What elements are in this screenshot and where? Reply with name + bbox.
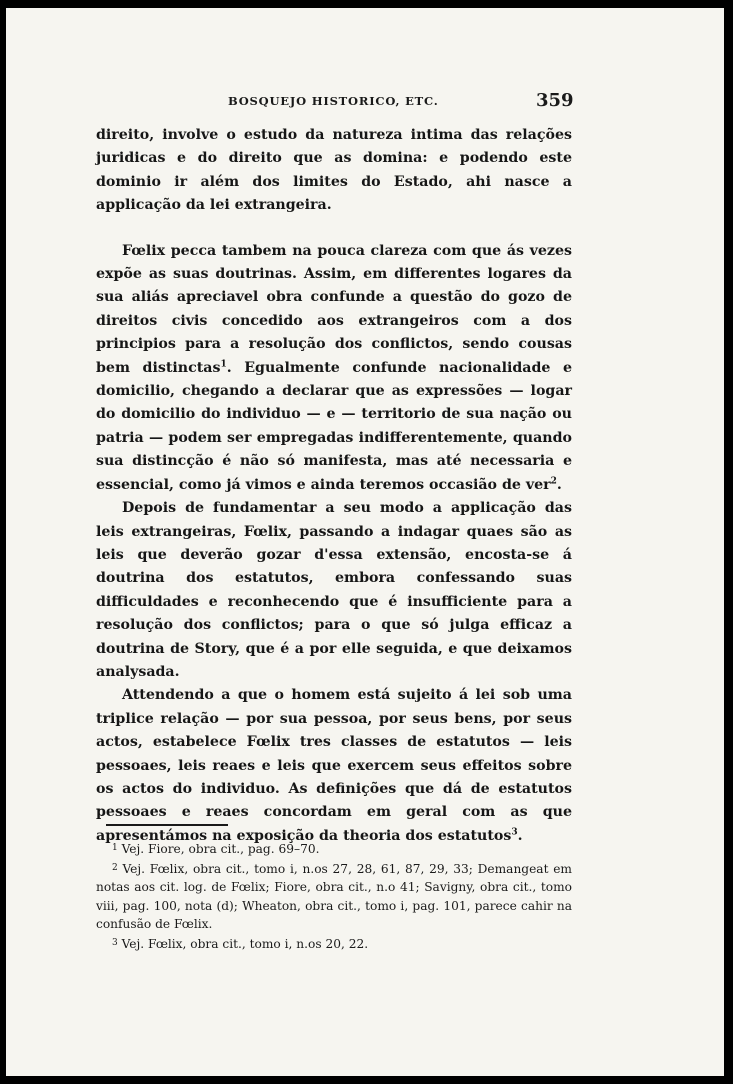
paragraph-text: Attendendo a que o homem está sujeito á lei sob uma triplice relação — por sua pessoa, por seus bens, por seus actos, estabelece Fœlix tres classes de estatutos — leis pessoaes, leis reaes e leis que exercem seus effeitos sobre os actos do individuo. As definições que dá de estatutos pessoaes e reaes concordam em geral com as que apresentámos na exposição da theoria dos estatutos — [96, 687, 572, 844]
footnote-ref: 2 — [550, 475, 557, 486]
footnote-text: Vej. Fœlix, obra cit., tomo i, n.os 20, 22. — [121, 936, 369, 951]
paragraph-text: . — [517, 827, 523, 844]
paragraph-text: . Egualmente confunde nacionalidade e domicilio, chegando a declarar que as expressões — logar do domicilio do individuo — e — territorio de sua nação ou patria — podem ser empregadas indifferentemente, quando sua distincção é não só manifesta, mas até necessaria e essencial, como já vimos e ainda teremos occasião de ver — [96, 359, 573, 493]
book-page — [6, 8, 724, 1076]
paragraph-text: Depois de fundamentar a seu modo a applicação das leis extrangeiras, Fœlix, passando a indagar quaes são as leis que deverão gozar d'essa extensão, encosta-se á doutrina dos estatutos, embora confessando suas difficuldades e reconhecendo que é insufficiente para a resolução dos conflictos; para o que só julga efficaz a doutrina de Story, que é a por elle seguida, e que deixamos analysada. — [96, 500, 572, 680]
paragraph-text: . — [556, 476, 562, 493]
footnote-ref: 1 — [220, 358, 227, 369]
page-number: 359 — [536, 90, 574, 111]
footnote — [96, 934, 572, 954]
page-header — [6, 90, 724, 114]
paragraph-text: direito, involve o estudo da natureza intima das relações juridicas e do direito que as domina: e podendo este dominio ir além dos limites do Estado, ahi nasce a applicação da lei extrangeira. — [96, 127, 572, 214]
footnotes — [96, 839, 572, 953]
footnote — [96, 859, 572, 934]
footnote-text: Vej. Fiore, obra cit., pag. 69–70. — [121, 842, 320, 856]
footnote-ref: 3 — [511, 827, 518, 838]
paragraph — [96, 497, 572, 684]
paragraph-text: Fœlix pecca tambem na pouca clareza com que ás vezes expõe as suas doutrinas. Assim, em differentes logares da sua aliás apreciavel obra confunde a questão do gozo de direitos civis concedido aos extrangeiros com a dos principios para a resolução dos conflictos, sendo cousas bem distinctas — [96, 242, 572, 376]
footnote-marker: 1 — [112, 843, 118, 853]
footnote-divider — [106, 824, 228, 826]
paragraph — [96, 124, 572, 218]
paragraph — [96, 240, 572, 497]
footnote — [96, 839, 572, 859]
footnote-marker: 2 — [112, 862, 118, 873]
footnote-text: Vej. Fœlix, obra cit., tomo i, n.os 27, 28, 61, 87, 29, 33; Demangeat em notas aos cit. log. de Fœlix; Fiore, obra cit., n.o 41; Savigny, obra cit., tomo viii, pag. 100, nota (d); Wheaton, obra cit., tomo i, pag. 101, parece cahir na confusão de Fœlix. — [96, 861, 572, 931]
footnote-marker: 3 — [112, 937, 118, 948]
running-title: BOSQUEJO HISTORICO, ETC. — [228, 94, 439, 108]
body-text — [96, 124, 572, 848]
